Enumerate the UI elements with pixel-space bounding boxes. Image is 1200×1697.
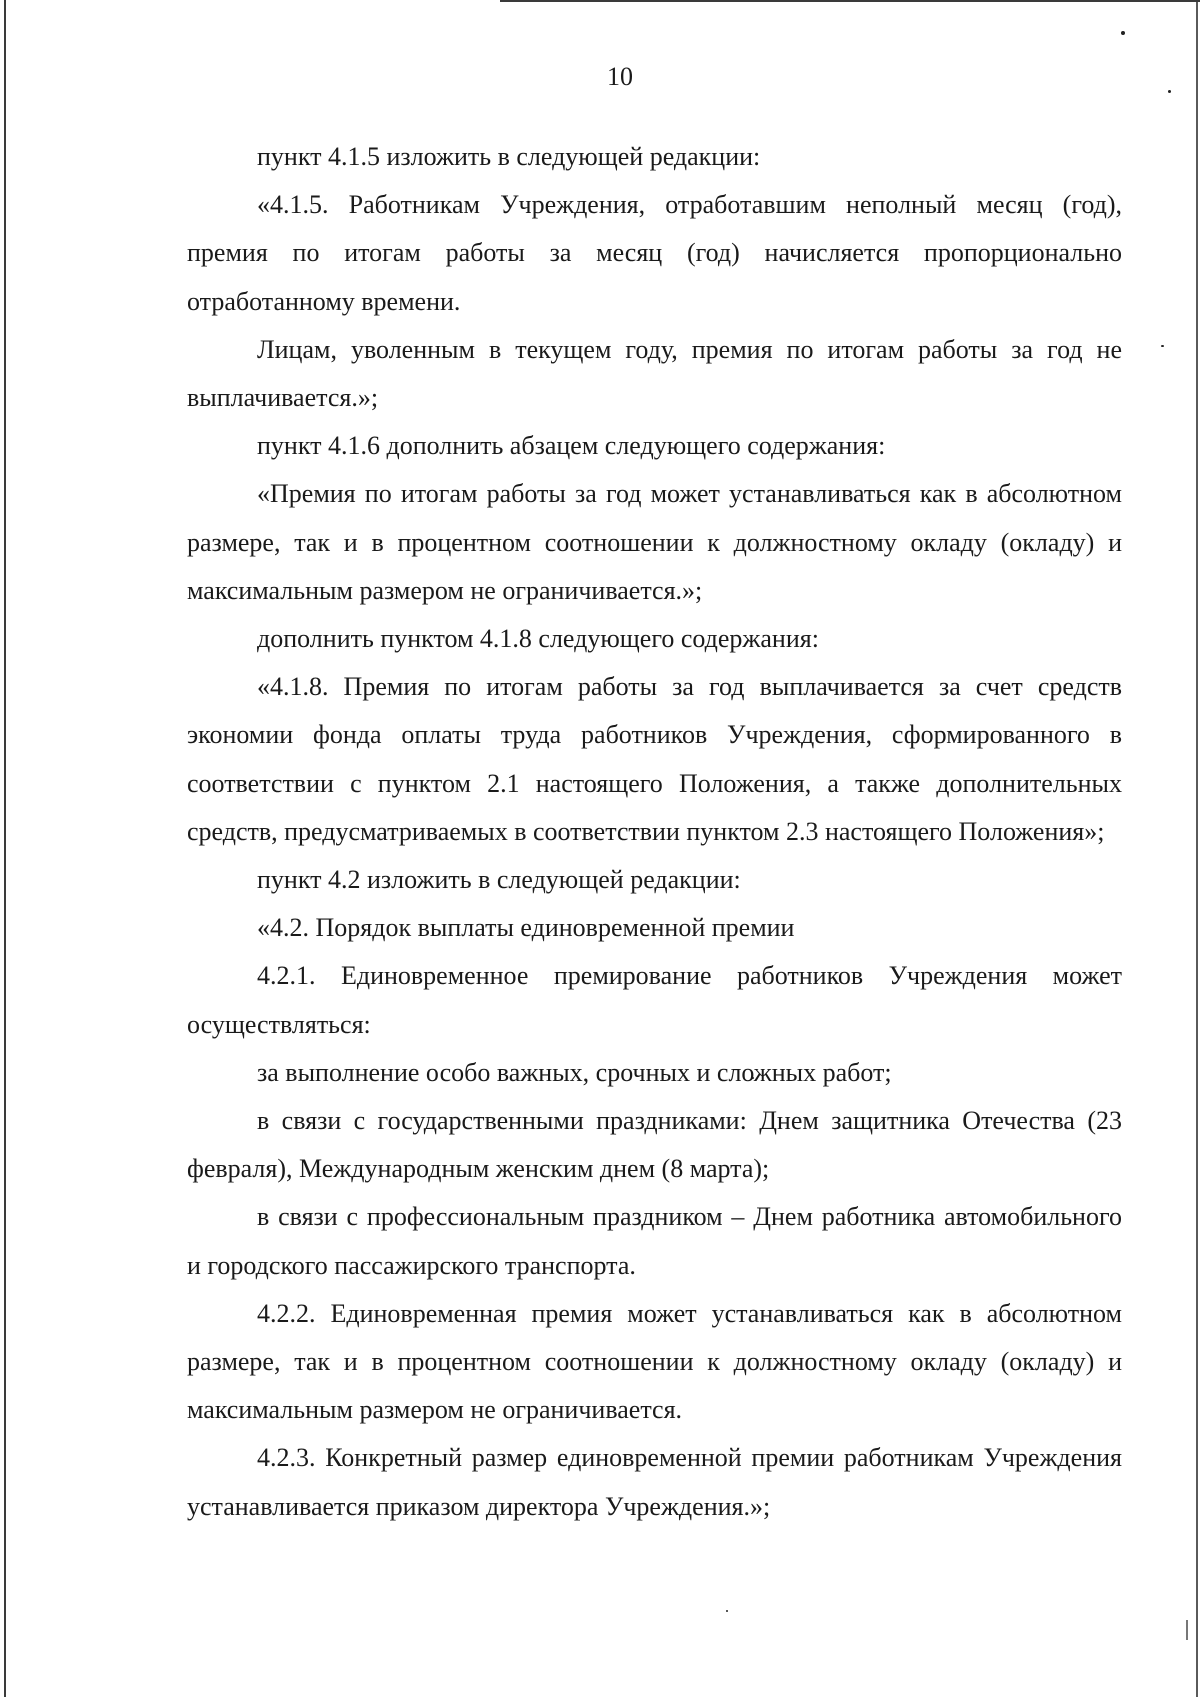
paragraph: дополнить пунктом 4.1.8 следующего содержания: [257, 624, 819, 654]
paragraph: за выполнение особо важных, срочных и сложных работ; [257, 1057, 892, 1087]
paragraph: Лицам, уволенным в текущем году, премия по итогам работы за год не выплачивается.»; [187, 334, 1122, 413]
scan-speck [1186, 1620, 1188, 1640]
paragraph: пункт 4.1.6 дополнить абзацем следующего содержания: [257, 431, 886, 461]
paragraph: пункт 4.1.5 изложить в следующей редакции: [257, 142, 761, 171]
scan-speck [1161, 345, 1164, 347]
paragraph: в связи с профессиональным праздником – Днем работника автомобильного и городского пассажирского транспорта. [187, 1202, 1122, 1280]
scan-speck [726, 1610, 728, 1612]
paragraph: «4.2. Порядок выплаты единовременной премии [257, 913, 795, 943]
scan-speck [1121, 31, 1125, 35]
paragraph: 4.2.2. Единовременная премия может устанавливаться как в абсолютном размере, так и в процентном соотношении к должностному окладу (окладу) и максимальным размером не ограничивается. [187, 1298, 1122, 1425]
scan-speck [1168, 90, 1171, 93]
document-body [187, 133, 1122, 1531]
paragraph: «Премия по итогам работы за год может устанавливаться как в абсолютном размере, так и в процентном соотношении к должностному окладу (окладу) и максимальным размером не ограничивается.»; [187, 479, 1122, 605]
paragraph: пункт 4.2 изложить в следующей редакции: [257, 865, 741, 895]
paragraph: 4.2.1. Единовременное премирование работников Учреждения может осуществляться: [187, 961, 1122, 1039]
paragraph: «4.1.5. Работникам Учреждения, отработавшим неполный месяц (год), премия по итогам работы за месяц (год) начисляется пропорционально отработанному времени. [187, 190, 1122, 316]
page-number: 10 [607, 62, 633, 91]
paragraph: 4.2.3. Конкретный размер единовременной премии работникам Учреждения устанавливается приказом директора Учреждения.»; [187, 1443, 1122, 1521]
paragraph: «4.1.8. Премия по итогам работы за год выплачивается за счет средств экономии фонда оплаты труда работников Учреждения, сформированного в соответствии с пунктом 2.1 настоящего Положения, а также дополнительных средств, предусматриваемых в соответствии пунктом 2.3 настоящего Положения»; [187, 672, 1122, 846]
scan-edge-top [500, 0, 1200, 2]
paragraph: в связи с государственными праздниками: Днем защитника Отечества (23 февраля), Международным женским днем (8 марта); [187, 1106, 1122, 1184]
scan-edge-right [1196, 0, 1198, 1697]
scan-edge-left [4, 0, 6, 1697]
